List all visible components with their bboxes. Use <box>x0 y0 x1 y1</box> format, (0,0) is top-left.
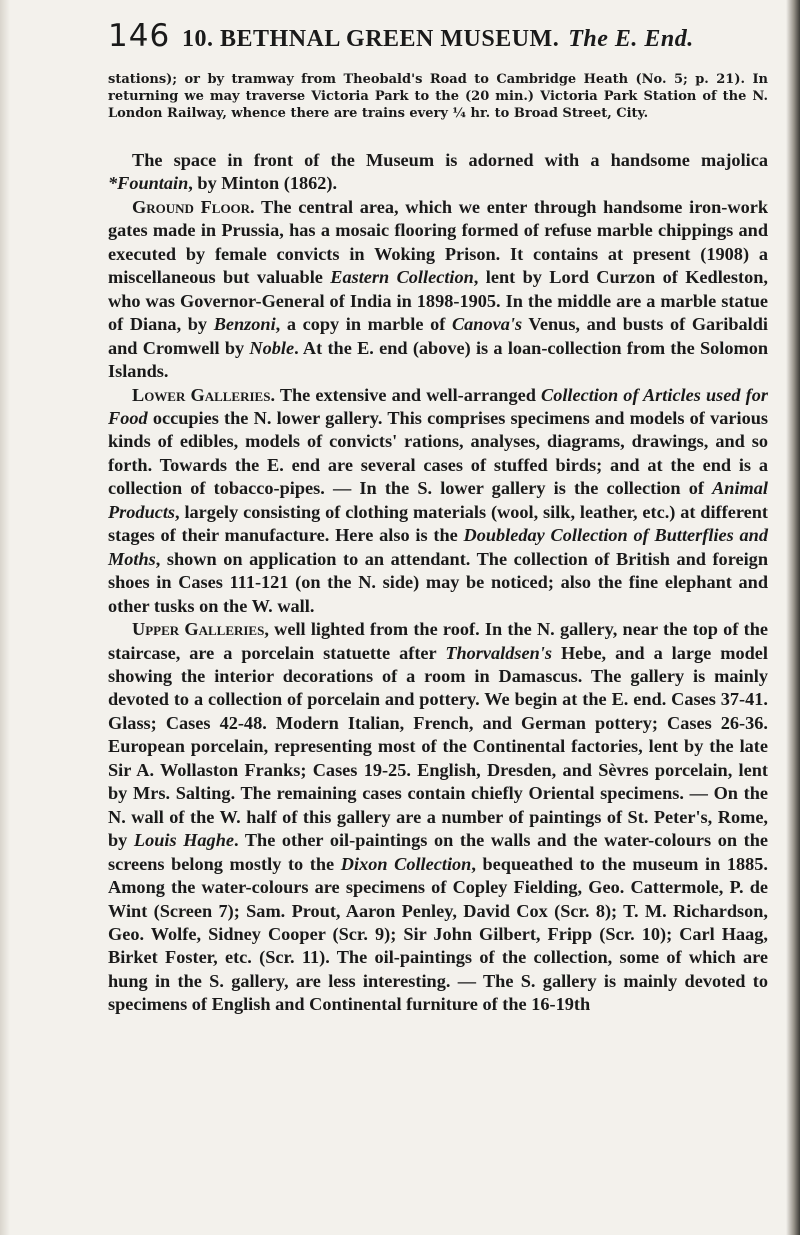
small-print-text: stations); or by tramway from Theobald's Road to Cambridge Heath (No. 5; p. 21). In returning we may traverse Victoria Park to the (20 min.) Victoria Park Station of the N. London Railway, whence there are trains every ¼ hr. to Broad Street, City. <box>108 72 768 121</box>
upper-text-2: Hebe, and a large model showing the interior decorations of a room in Damascus. The gallery is mainly devoted to a collection of porcelain and pottery. We begin at the E. end. Cases 37-41. Glass; Cases 42-48. Modern Italian, French, and German pottery; Cases 26-36. European porcelain, representing most of the Continental factories, lent by the late Sir A. Wollaston Franks; Cases 19-25. English, Dresden, and Sèvres porcelain, lent by Mrs. Salting. The remaining cases contain chiefly Oriental specimens. — On the N. wall of the W. half of this gallery are a number of paintings of St. Peter's, Rome, by <box>108 642 768 851</box>
ground-emphasis-2: Benzoni <box>213 314 276 335</box>
upper-emphasis-3: Dixon Collection <box>340 853 472 874</box>
upper-emphasis-2: Louis Haghe <box>133 830 234 851</box>
lower-galleries-heading: Lower Galleries. <box>132 384 276 405</box>
ground-text-3: , a copy in marble of <box>275 314 452 335</box>
upper-galleries-heading: Upper Galleries <box>132 619 265 640</box>
upper-galleries-paragraph <box>108 618 768 1017</box>
lower-text-1: The extensive and well-arranged <box>275 384 541 405</box>
fountain-emphasis: *Fountain <box>108 173 189 194</box>
ground-text-1: The central area, which we enter through handsome iron-work gates made in Prussia, has a mosaic flooring formed of refuse marble chippings and executed by female convicts in Woking Prison. It contains at present (1908) a miscellaneous but valuable <box>108 196 768 288</box>
running-title: 10. BETHNAL GREEN MUSEUM. <box>182 26 560 52</box>
fountain-text: The space in front of the Museum is adorned with a handsome majolica <box>132 150 768 170</box>
upper-text-1: , well lighted from the roof. In the N. gallery, near the top of the staircase, are a porcelain statuette after <box>108 619 769 663</box>
ground-floor-heading: Ground Floor. <box>132 196 255 217</box>
ground-floor-paragraph <box>108 196 768 384</box>
running-region: The E. End. <box>568 26 694 52</box>
main-text <box>108 149 768 1017</box>
lower-emphasis-1: Collection of Articles used for Food <box>108 384 768 428</box>
page-number: 146 <box>108 18 171 54</box>
upper-text-3: . The other oil-paintings on the walls and the water-colours on the screens belong mostly to the <box>108 830 768 874</box>
fountain-paragraph <box>108 149 768 196</box>
fountain-text-end: , by Minton (1862). <box>188 173 338 194</box>
small-print-paragraph <box>108 72 768 122</box>
upper-text-4: , bequeathed to the museum in 1885. Among the water-colours are specimens of Copley Fielding, Geo. Cattermole, P. de Wint (Screen 7); Sam. Prout, Aaron Penley, David Cox (Scr. 8); T. M. Richardson, Geo. Wolfe, Sidney Cooper (Scr. 9); Sir John Gilbert, Fripp (Scr. 10); Carl Haag, Birket Foster, etc. (Scr. 11). The oil-paintings of the collection, some of which are hung in the S. gallery, are less interesting. — The S. gallery is mainly devoted to specimens of English and Continental furniture of the 16-19th <box>108 853 768 1015</box>
page-edge-shadow <box>786 0 800 1235</box>
upper-emphasis-1: Thorvaldsen's <box>445 642 552 663</box>
ground-text-5: . At the E. end (above) is a loan-collection from the Solomon Islands. <box>108 337 769 382</box>
page-gutter-shadow <box>0 0 10 1235</box>
lower-emphasis-2: Animal Products <box>108 478 768 522</box>
lower-galleries-paragraph <box>108 384 768 619</box>
lower-text-3: , largely consisting of clothing materials (wool, silk, leather, etc.) at different stages of their manufacture. Here also is the <box>108 501 768 546</box>
lower-text-4: , shown on application to an attendant. The collection of British and foreign shoes in Cases 111-121 (on the N. side) may be noticed; also the fine elephant and other tusks on the W. wall. <box>108 548 768 616</box>
running-header <box>108 18 768 54</box>
ground-text-2: , lent by Lord Curzon of Kedleston, who was Governor-General of India in 1898-1905. In the middle are a marble statue of Diana, by <box>108 267 768 335</box>
ground-emphasis-3: Canova's <box>451 314 523 335</box>
ground-emphasis-1: Eastern Collection <box>330 267 474 288</box>
ground-text-4: Venus, and busts of Garibaldi and Cromwell by <box>108 314 769 358</box>
ground-emphasis-4: Noble <box>249 337 295 358</box>
lower-emphasis-3: Doubleday Collection of Butterflies and Moths <box>108 525 768 569</box>
lower-text-2: occupies the N. lower gallery. This comprises specimens and models of various kinds of edibles, models of convicts' rations, analyses, diagrams, drawings, and so forth. Towards the E. end are several cases of stuffed birds; and at the end is a collection of tobacco-pipes. — In the S. lower gallery is the collection of <box>108 407 768 499</box>
